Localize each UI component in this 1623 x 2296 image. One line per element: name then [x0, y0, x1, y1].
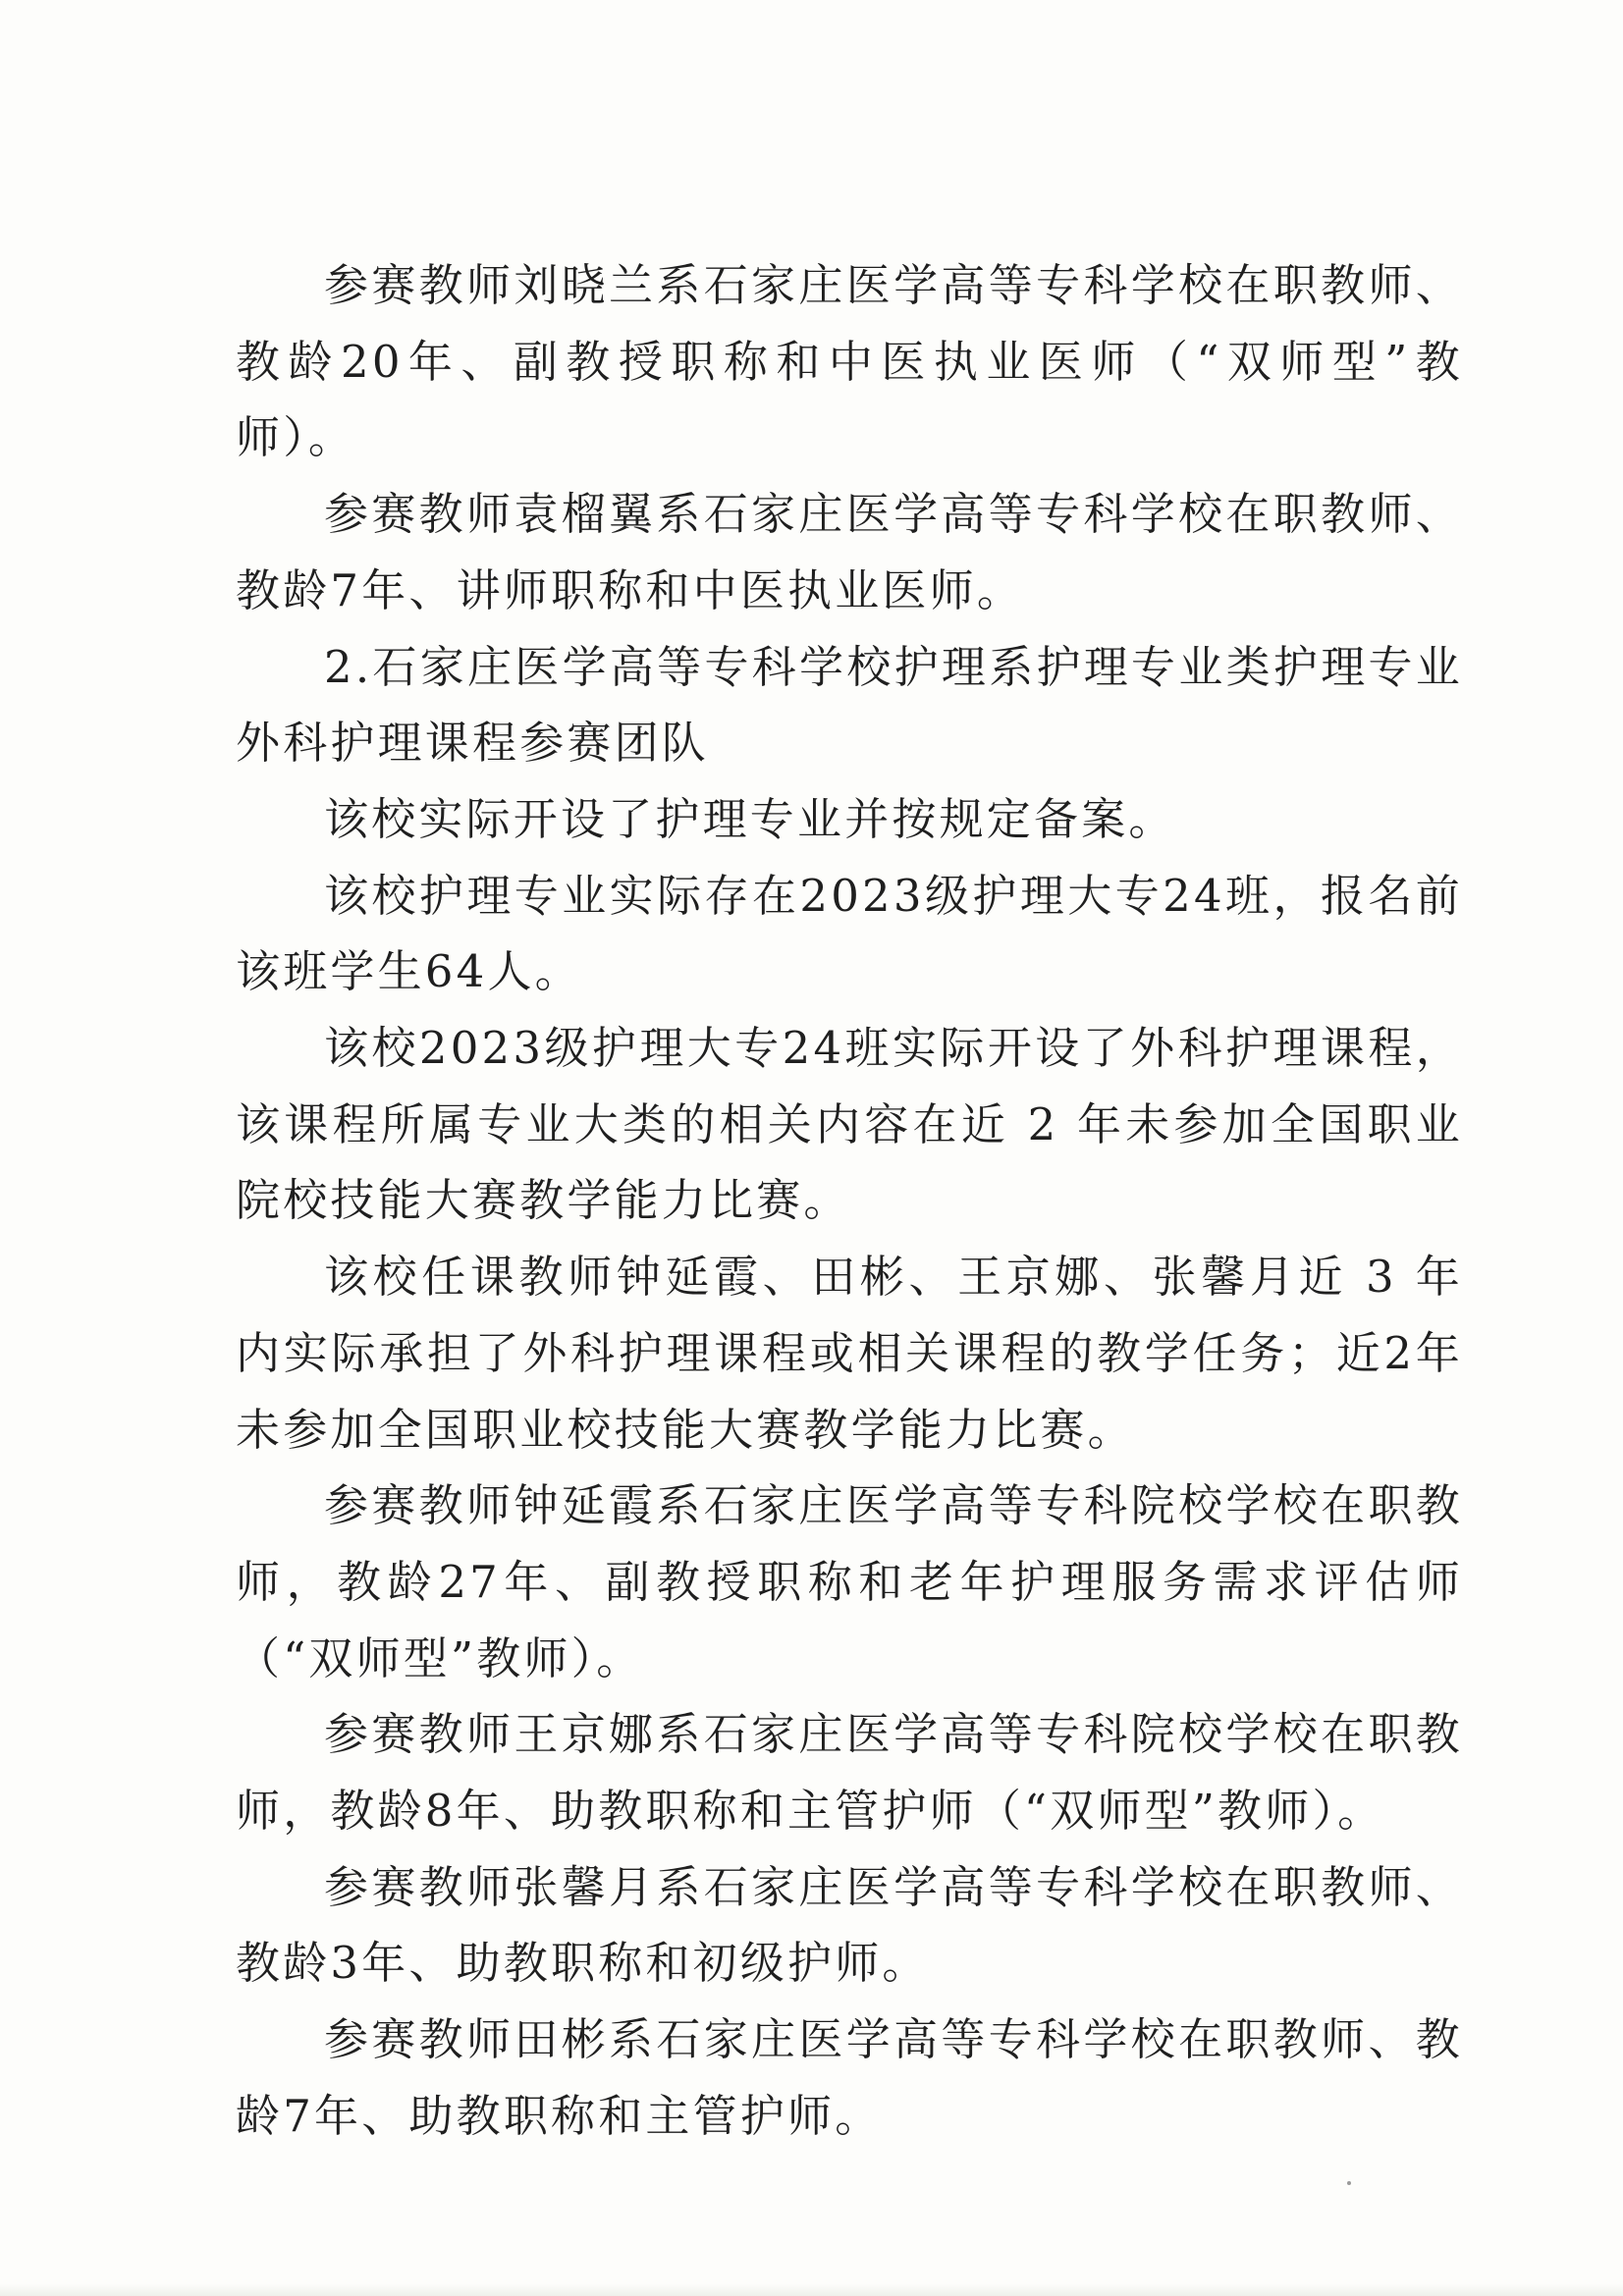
paragraph-zhang-xinyue: 参赛教师张馨月系石家庄医学高等专科学校在职教师、教龄3年、助教职称和初级护师。 [236, 1860, 1463, 1990]
paragraph-teachers-tasks: 该校任课教师钟延霞、田彬、王京娜、张馨月近 3 年内实际承担了外科护理课程或相关课程的教学任务；近2年未参加全国职业校技能大赛教学能力比赛。 [236, 1251, 1463, 1456]
document-body [236, 247, 1463, 2155]
paragraph-tian-bin: 参赛教师田彬系石家庄医学高等专科学校在职教师、教龄7年、助教职称和主管护师。 [236, 2013, 1463, 2142]
paragraph-major-registered: 该校实际开设了护理专业并按规定备案。 [324, 792, 1176, 845]
paragraph-zhong-yanxia: 参赛教师钟延霞系石家庄医学高等专科院校学校在职教师，教龄27年、副教授职称和老年护理服务需求评估师（“双师型”教师）。 [236, 1479, 1463, 1684]
paragraph-liu-xiaolan: 参赛教师刘晓兰系石家庄医学高等专科学校在职教师、教龄20年、副教授职称和中医执业医师（“双师型”教师）。 [236, 259, 1463, 464]
paragraph-wang-jingna: 参赛教师王京娜系石家庄医学高等专科院校学校在职教师，教龄8年、助教职称和主管护师（“双师型”教师）。 [236, 1708, 1463, 1838]
section-heading-nursing-team: 2.石家庄医学高等专科学校护理系护理专业类护理专业外科护理课程参赛团队 [236, 640, 1463, 770]
scan-artifact-dot [1347, 2181, 1351, 2185]
scan-bottom-edge [0, 2284, 1623, 2296]
paragraph-course-offered: 该校2023级护理大专24班实际开设了外科护理课程，该课程所属专业大类的相关内容在近 2 年未参加全国职业院校技能大赛教学能力比赛。 [236, 1022, 1463, 1227]
paragraph-class-students: 该校护理专业实际存在2023级护理大专24班，报名前该班学生64人。 [236, 869, 1463, 998]
paragraph-yuan-liuyi: 参赛教师袁榴翼系石家庄医学高等专科学校在职教师、教龄7年、讲师职称和中医执业医师。 [236, 488, 1463, 616]
